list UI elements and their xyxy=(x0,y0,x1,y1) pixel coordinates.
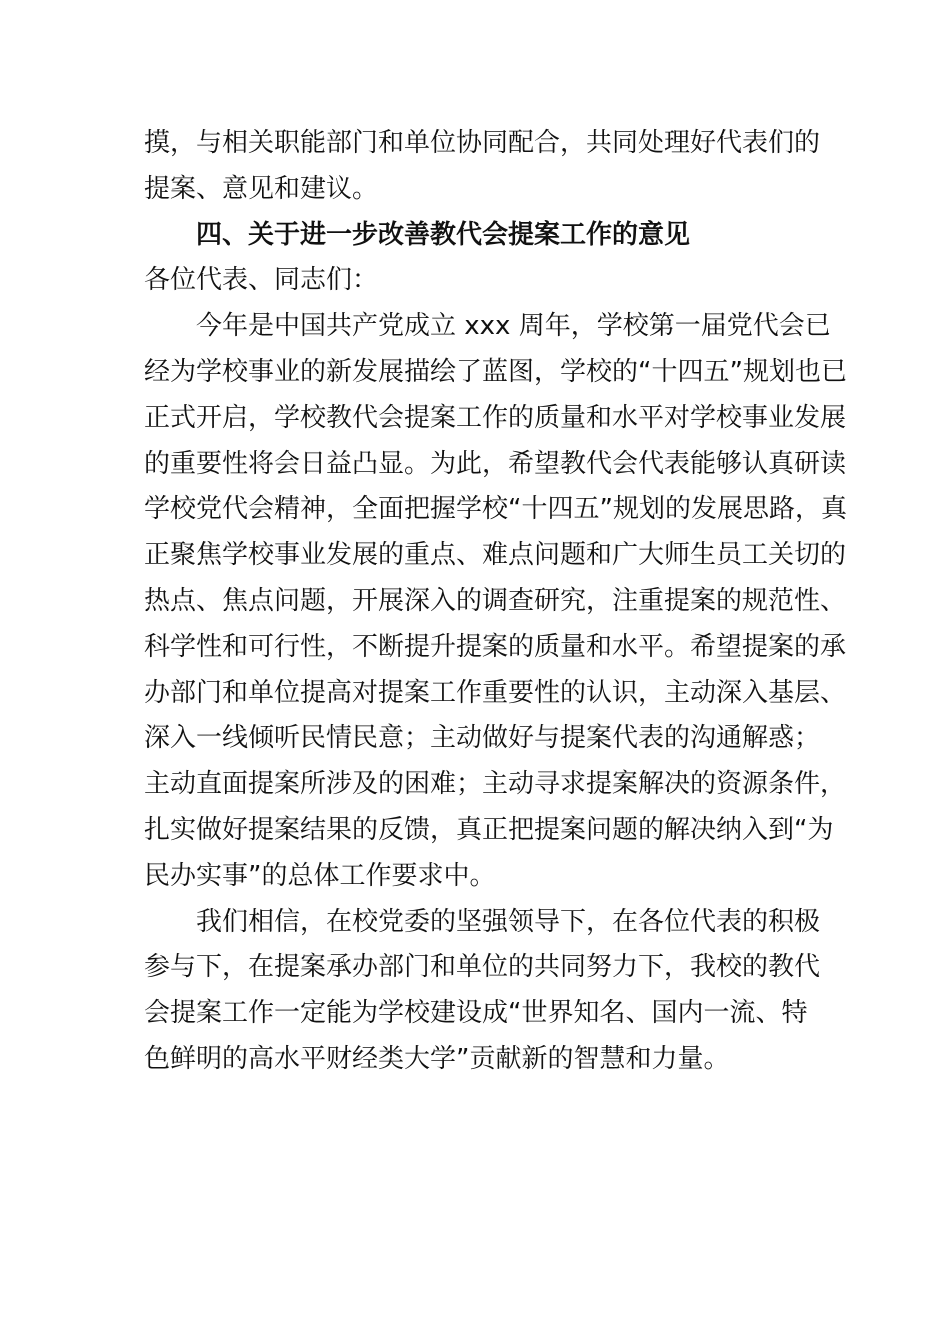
paragraph-1-line: 热点、焦点问题，开展深入的调查研究，注重提案的规范性、 xyxy=(144,585,847,616)
paragraph-2-line: 会提案工作一定能为学校建设成“世界知名、国内一流、特 xyxy=(144,998,808,1029)
document-body xyxy=(144,121,847,1083)
paragraph-1-line: 深入一线倾听民情民意；主动做好与提案代表的沟通解惑； xyxy=(144,723,821,754)
paragraph-1-line: 的重要性将会日益凸显。为此，希望教代会代表能够认真研读 xyxy=(144,448,847,479)
paragraph-1-line: 今年是中国共产党成立 xxx 周年，学校第一届党代会已 xyxy=(196,311,831,342)
paragraph-1-line: 科学性和可行性，不断提升提案的质量和水平。希望提案的承 xyxy=(144,631,847,662)
paragraph-1-line: 民办实事”的总体工作要求中。 xyxy=(144,860,496,891)
paragraph-1-line: 扎实做好提案结果的反馈，真正把提案问题的解决纳入到“为 xyxy=(144,814,834,845)
paragraph-1-line: 正聚焦学校事业发展的重点、难点问题和广大师生员工关切的 xyxy=(144,540,847,571)
paragraph-1-line: 主动直面提案所涉及的困难；主动寻求提案解决的资源条件， xyxy=(144,769,847,800)
paragraph-1-line: 办部门和单位提高对提案工作重要性的认识，主动深入基层、 xyxy=(144,677,847,708)
paragraph-1-line: 学校党代会精神，全面把握学校“十四五”规划的发展思路，真 xyxy=(144,494,847,525)
paragraph-2-line: 色鲜明的高水平财经类大学”贡献新的智慧和力量。 xyxy=(144,1043,730,1074)
paragraph-1-line: 经为学校事业的新发展描绘了蓝图，学校的“十四五”规划也已 xyxy=(144,356,847,387)
section-heading: 四、关于进一步改善教代会提案工作的意见 xyxy=(196,219,691,250)
paragraph-2-line: 我们相信，在校党委的坚强领导下，在各位代表的积极 xyxy=(196,906,821,937)
salutation: 各位代表、同志们： xyxy=(144,265,379,296)
paragraph-1-line: 正式开启，学校教代会提案工作的质量和水平对学校事业发展 xyxy=(144,402,847,433)
body-line: 提案、意见和建议。 xyxy=(144,173,379,204)
paragraph-2-line: 参与下，在提案承办部门和单位的共同努力下，我校的教代 xyxy=(144,952,821,983)
body-line: 摸，与相关职能部门和单位协同配合，共同处理好代表们的 xyxy=(144,128,821,158)
